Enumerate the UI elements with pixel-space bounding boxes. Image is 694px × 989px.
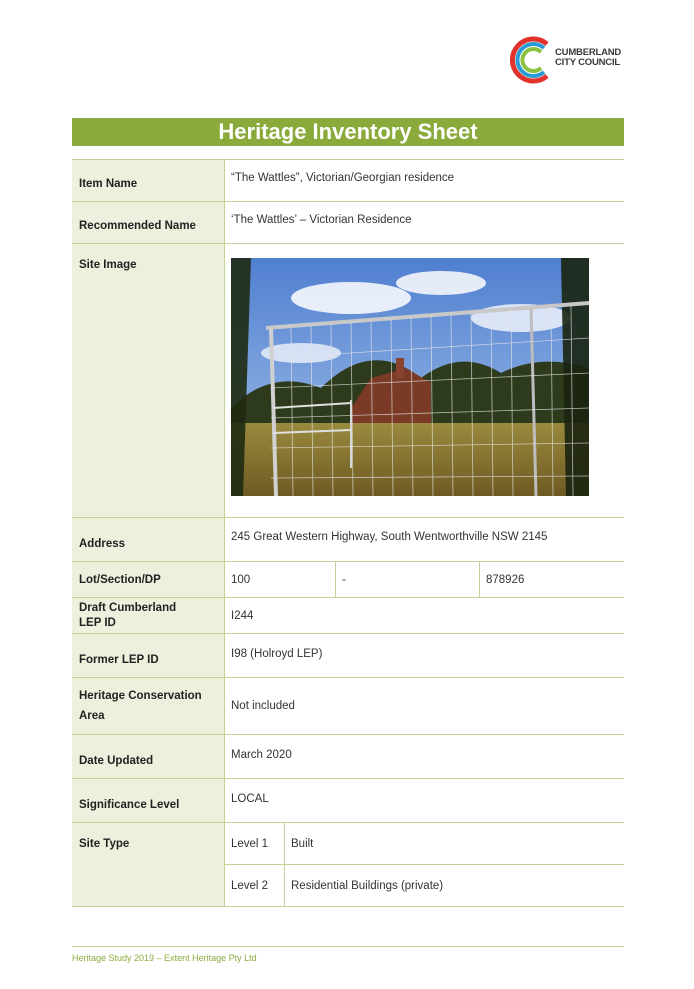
dp-value: 878926 bbox=[486, 573, 525, 586]
table-row bbox=[72, 202, 624, 244]
table-row bbox=[72, 779, 624, 823]
table-row bbox=[72, 598, 624, 634]
conservation-area-label-line2: Area bbox=[79, 710, 105, 722]
footer-text: Heritage Study 2019 – Extent Heritage Pty Ltd bbox=[72, 953, 257, 963]
address-value: 245 Great Western Highway, South Wentworthville NSW 2145 bbox=[225, 518, 625, 562]
site-image-label: Site Image bbox=[72, 244, 225, 518]
lot-value: 100 bbox=[225, 562, 336, 597]
table-row bbox=[72, 160, 624, 202]
site-type-level1-label: Level 1 bbox=[225, 823, 285, 865]
date-updated-value: March 2020 bbox=[225, 735, 625, 779]
council-logo-icon bbox=[509, 34, 555, 86]
site-type-level2-label: Level 2 bbox=[225, 865, 285, 907]
former-lep-value: I98 (Holroyd LEP) bbox=[225, 634, 625, 678]
conservation-area-label bbox=[72, 678, 225, 735]
item-name-value: “The Wattles”, Victorian/Georgian residence bbox=[225, 160, 625, 202]
heritage-table bbox=[72, 159, 624, 907]
table-row bbox=[72, 823, 624, 907]
council-logo bbox=[509, 34, 629, 86]
lot-label: Lot/Section/DP bbox=[72, 562, 225, 598]
section-value: - bbox=[336, 562, 480, 597]
footer-rule bbox=[72, 946, 624, 947]
conservation-area-value: Not included bbox=[225, 678, 625, 735]
table-row bbox=[72, 735, 624, 779]
draft-lep-label-line2: LEP ID bbox=[79, 616, 116, 629]
table-row bbox=[72, 678, 624, 735]
draft-lep-label bbox=[72, 598, 225, 634]
page-title: Heritage Inventory Sheet bbox=[72, 118, 624, 146]
site-photo bbox=[231, 258, 589, 496]
conservation-area-label-line1: Heritage Conservation bbox=[79, 690, 202, 702]
address-label: Address bbox=[72, 518, 225, 562]
logo-line2: CITY COUNCIL bbox=[555, 57, 620, 68]
item-name-label: Item Name bbox=[72, 160, 225, 202]
draft-lep-value: I244 bbox=[225, 598, 625, 634]
lot-subtable bbox=[225, 562, 624, 597]
site-photo-image bbox=[231, 258, 589, 496]
site-type-level2-value: Residential Buildings (private) bbox=[291, 879, 444, 892]
table-row bbox=[72, 562, 624, 598]
draft-lep-label-line1: Draft Cumberland bbox=[79, 601, 177, 614]
site-type-subtable bbox=[225, 823, 624, 906]
former-lep-label: Former LEP ID bbox=[72, 634, 225, 678]
recommended-name-label: Recommended Name bbox=[72, 202, 225, 244]
significance-value: LOCAL bbox=[225, 779, 625, 823]
date-updated-label: Date Updated bbox=[72, 735, 225, 779]
logo-line1: CUMBERLAND bbox=[555, 47, 622, 58]
site-type-level1-value: Built bbox=[285, 823, 625, 865]
table-row bbox=[72, 518, 624, 562]
table-row bbox=[72, 244, 624, 518]
table-row bbox=[72, 634, 624, 678]
significance-label: Significance Level bbox=[72, 779, 225, 823]
recommended-name-value: ‘The Wattles’ – Victorian Residence bbox=[225, 202, 625, 244]
logo-wordmark bbox=[555, 48, 621, 68]
site-type-label: Site Type bbox=[72, 823, 225, 907]
